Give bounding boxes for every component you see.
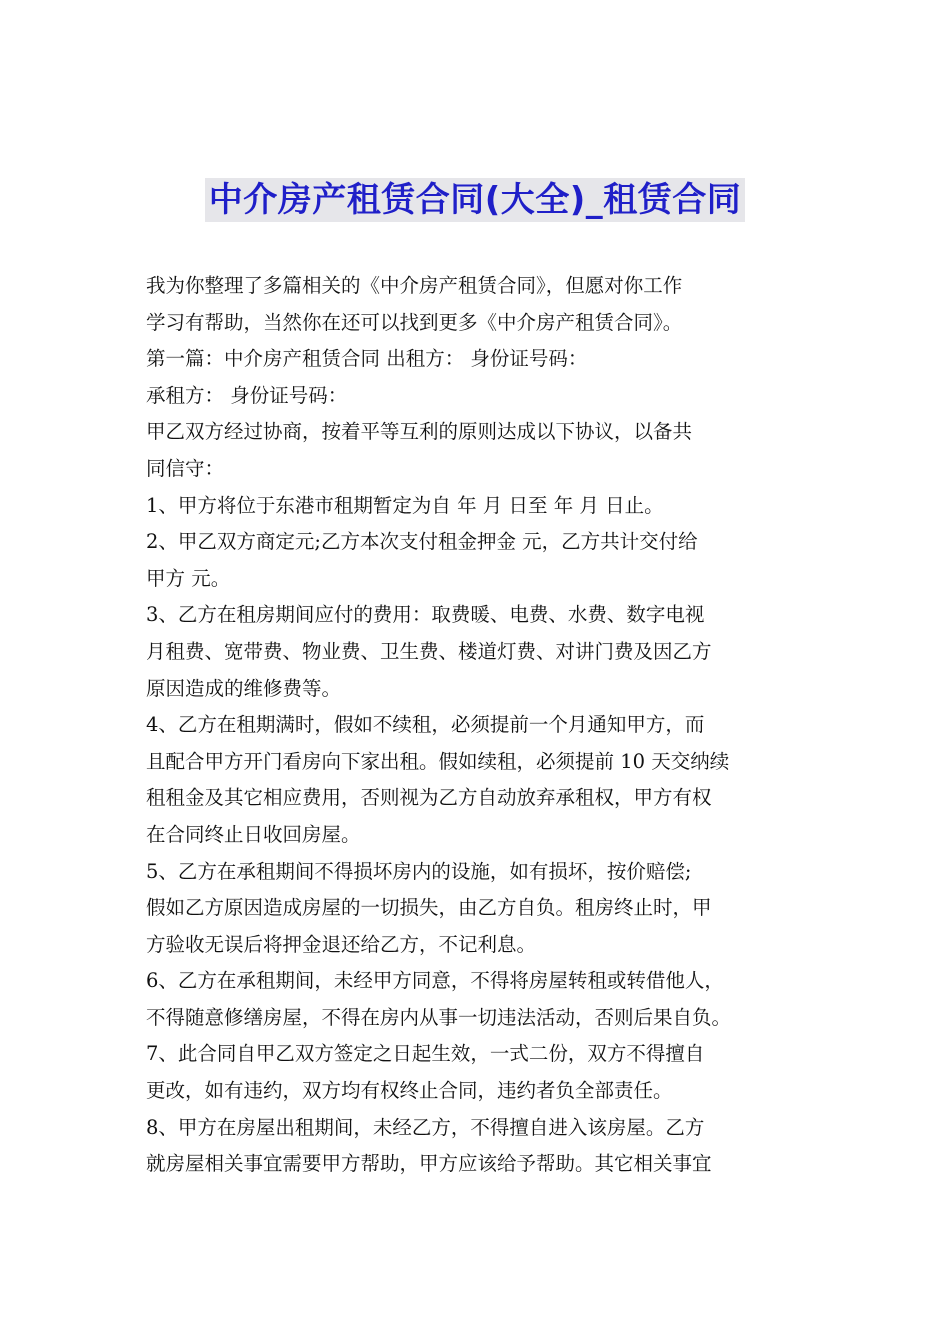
body-line: 甲方 元。 <box>146 566 231 590</box>
body-line: 6、乙方在承租期间，未经甲方同意，不得将房屋转租或转借他人， <box>146 969 724 993</box>
body-line: 原因造成的维修费等。 <box>146 676 342 700</box>
body-line: 承租方： 身份证号码： <box>146 383 348 407</box>
body-line: 2、甲乙双方商定元;乙方本次支付租金押金 元，乙方共计交付给 <box>146 530 698 554</box>
body-line: 月租费、宽带费、物业费、卫生费、楼道灯费、对讲门费及因乙方 <box>146 639 712 663</box>
body-line: 更改，如有违约，双方均有权终止合同，违约者负全部责任。 <box>146 1079 673 1103</box>
body-line: 且配合甲方开门看房向下家出租。假如续租，必须提前 10 天交纳续 <box>146 749 730 773</box>
body-line: 同信守： <box>146 456 225 480</box>
body-line: 租租金及其它相应费用，否则视为乙方自动放弃承租权，甲方有权 <box>146 786 712 810</box>
title-wrap <box>0 178 950 222</box>
body-line: 7、此合同自甲乙双方签定之日起生效，一式二份，双方不得擅自 <box>146 1042 705 1066</box>
body-line: 4、乙方在租期满时，假如不续租，必须提前一个月通知甲方，而 <box>146 713 705 737</box>
body-line: 第一篇：中介房产租赁合同 出租方： 身份证号码： <box>146 347 588 371</box>
body-line: 不得随意修缮房屋，不得在房内从事一切违法活动，否则后果自负。 <box>146 1005 732 1029</box>
body-line: 8、甲方在房屋出租期间，未经乙方，不得擅自进入该房屋。乙方 <box>146 1115 705 1139</box>
body-line: 在合同终止日收回房屋。 <box>146 822 361 846</box>
body-line: 1、甲方将位于东港市租期暂定为自 年 月 日至 年 月 日止。 <box>146 493 664 517</box>
body-line: 方验收无误后将押金退还给乙方，不记利息。 <box>146 932 537 956</box>
body-line: 3、乙方在租房期间应付的费用：取费暖、电费、水费、数字电视 <box>146 603 705 627</box>
body-line: 甲乙双方经过协商，按着平等互利的原则达成以下协议，以备共 <box>146 420 693 444</box>
body-line: 就房屋相关事宜需要甲方帮助，甲方应该给予帮助。其它相关事宜 <box>146 1152 712 1176</box>
body-line: 5、乙方在承租期间不得损坏房内的设施，如有损坏，按价赔偿; <box>146 859 692 883</box>
document-title: 中介房产租赁合同(大全)_租赁合同 <box>205 178 746 222</box>
document-body <box>146 268 810 1183</box>
body-line: 假如乙方原因造成房屋的一切损失，由乙方自负。租房终止时，甲 <box>146 896 712 920</box>
body-line: 学习有帮助，当然你在还可以找到更多《中介房产租赁合同》。 <box>146 310 683 334</box>
body-line: 我为你整理了多篇相关的《中介房产租赁合同》，但愿对你工作 <box>146 274 683 297</box>
